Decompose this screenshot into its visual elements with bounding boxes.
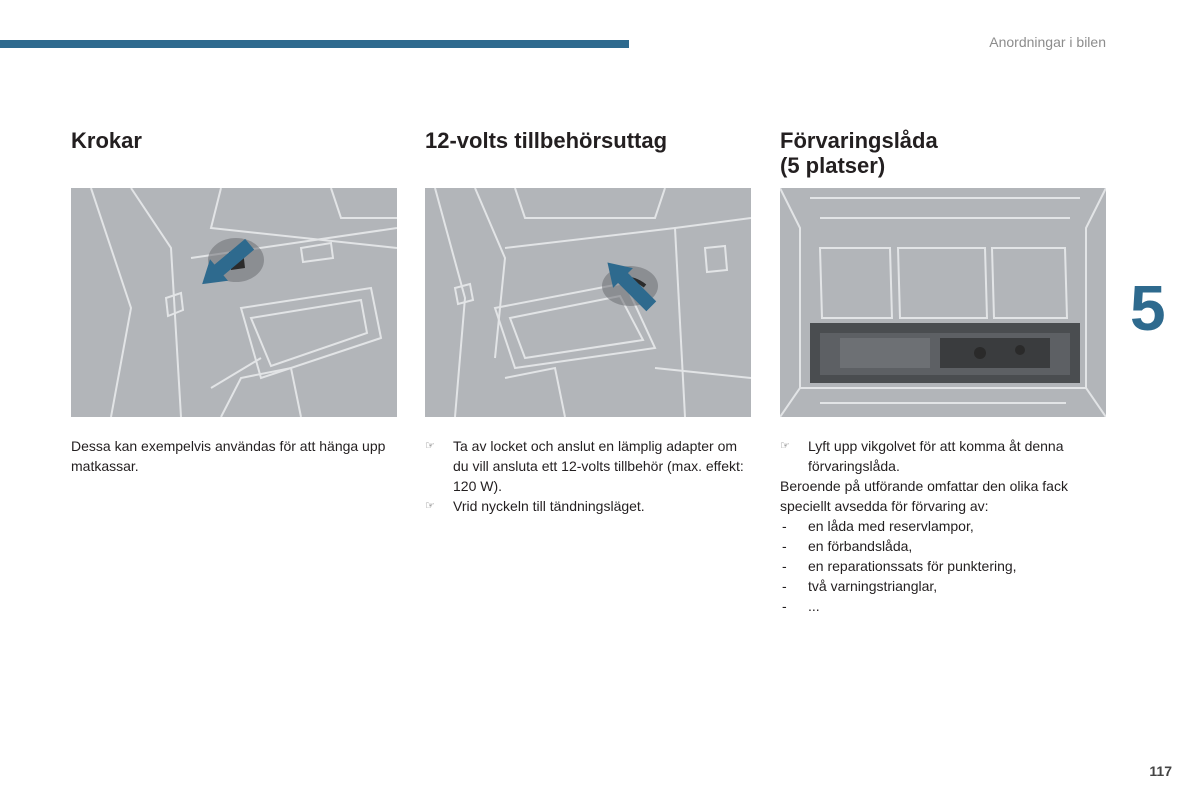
list-item: - en reparationssats för punktering,: [782, 558, 1017, 574]
hand-pointer-icon: ☞: [425, 500, 435, 512]
list-item: - ...: [782, 598, 820, 614]
section-heading: Krokar: [71, 128, 142, 153]
section-heading: 12-volts tillbehörsuttag: [425, 128, 668, 153]
header-accent-bar: [0, 40, 629, 48]
chapter-number: 5: [1130, 272, 1166, 344]
section-body: [780, 436, 1108, 616]
section-heading: Förvaringslåda (5 platser): [780, 128, 938, 178]
instruction-item: ☞ Vrid nyckeln till tändningsläget.: [425, 498, 645, 514]
hook-illustration: [71, 188, 397, 417]
list-item: - en förbandslåda,: [782, 538, 913, 554]
section-12v-socket: [425, 128, 753, 514]
section-title: Anordningar i bilen: [989, 34, 1106, 50]
section-storage-box: [780, 128, 1108, 614]
instruction-item: ☞ Lyft upp vikgolvet för att komma åt denna förvaringslåda.: [780, 438, 1064, 474]
storage-box-illustration: [780, 188, 1106, 417]
list-item: - två varningstrianglar,: [782, 578, 938, 594]
section-body: [425, 436, 753, 516]
section-hooks: [71, 128, 399, 474]
body-text: Beroende på utförande omfattar den olika fack speciellt avsedda för förvaring av:: [780, 478, 1068, 514]
list-item: - en låda med reservlampor,: [782, 518, 974, 534]
hand-pointer-icon: ☞: [425, 440, 435, 452]
socket-illustration: [425, 188, 751, 417]
section-body: [71, 436, 399, 476]
instruction-item: ☞ Ta av locket och anslut en lämplig adapter om du vill ansluta ett 12-volts tillbehör (max. effekt: 120 W).: [425, 438, 744, 494]
body-text: Dessa kan exempelvis användas för att hänga upp matkassar.: [71, 438, 386, 474]
hand-pointer-icon: ☞: [780, 440, 790, 452]
page-number: 117: [1149, 763, 1172, 779]
